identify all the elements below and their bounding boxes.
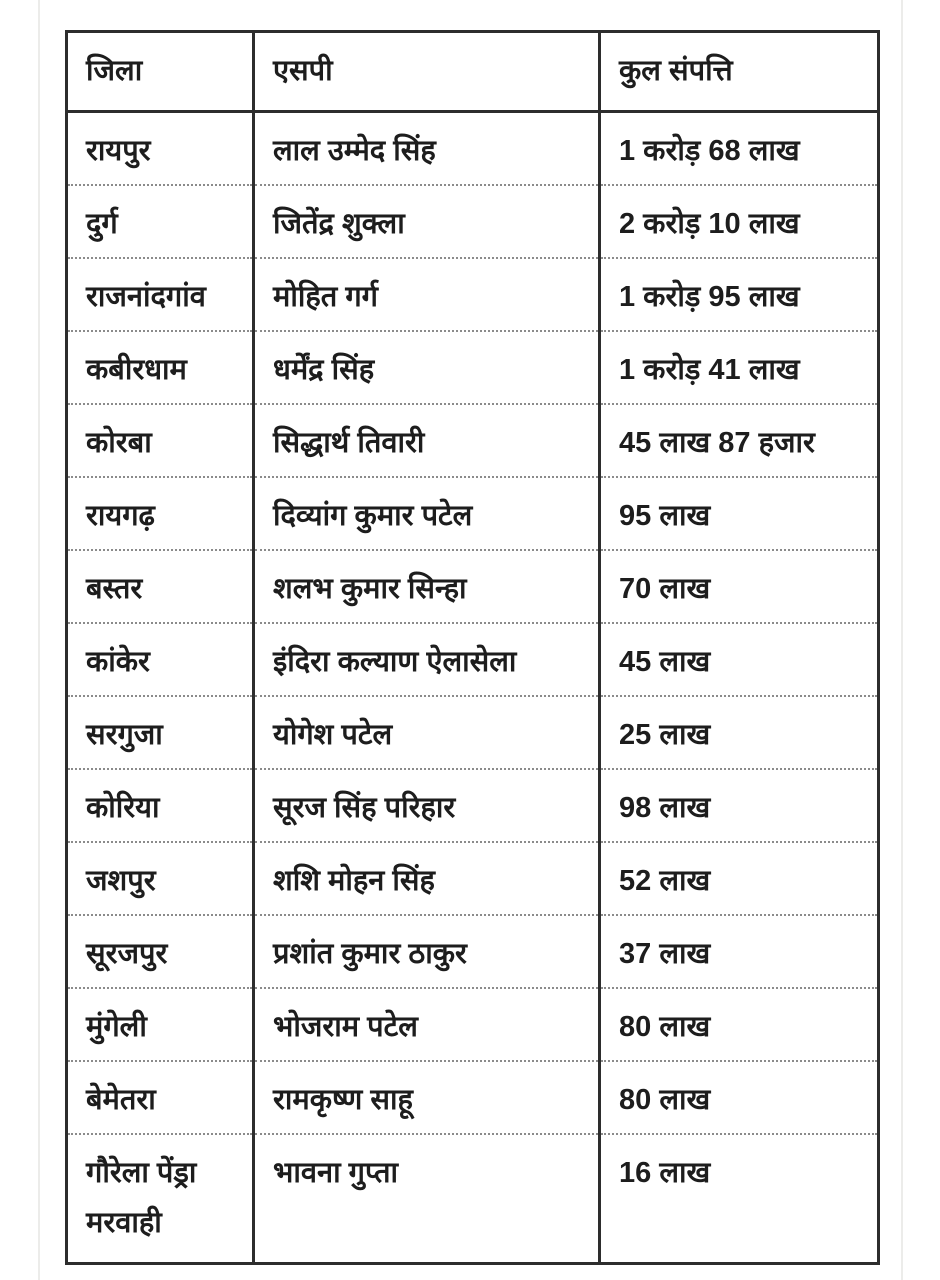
sp-cell: दिव्यांग कुमार पटेल — [254, 477, 600, 550]
district-cell: कबीरधाम — [67, 331, 254, 404]
table-row — [67, 915, 879, 988]
assets-cell: 52 लाख — [600, 842, 879, 915]
assets-cell: 16 लाख — [600, 1134, 879, 1264]
district-cell: मुंगेली — [67, 988, 254, 1061]
district-cell: सरगुजा — [67, 696, 254, 769]
table-row — [67, 842, 879, 915]
table-row — [67, 550, 879, 623]
left-page-edge-line — [38, 0, 40, 1280]
table-row — [67, 185, 879, 258]
sp-cell: रामकृष्ण साहू — [254, 1061, 600, 1134]
right-page-edge-line — [901, 0, 903, 1280]
sp-cell: प्रशांत कुमार ठाकुर — [254, 915, 600, 988]
district-cell: बस्तर — [67, 550, 254, 623]
assets-cell: 70 लाख — [600, 550, 879, 623]
table-row — [67, 258, 879, 331]
assets-cell: 45 लाख — [600, 623, 879, 696]
sp-cell: सिद्धार्थ तिवारी — [254, 404, 600, 477]
sp-cell: लाल उम्मेद सिंह — [254, 112, 600, 185]
table-row — [67, 1134, 879, 1264]
sp-cell: इंदिरा कल्याण ऐलासेला — [254, 623, 600, 696]
sp-cell: भावना गुप्ता — [254, 1134, 600, 1264]
sp-cell: धर्मेंद्र सिंह — [254, 331, 600, 404]
table-row — [67, 112, 879, 185]
district-cell: कांकेर — [67, 623, 254, 696]
assets-cell: 98 लाख — [600, 769, 879, 842]
header-row — [67, 32, 879, 112]
table-row — [67, 404, 879, 477]
district-column-header: जिला — [67, 32, 254, 112]
assets-cell: 80 लाख — [600, 1061, 879, 1134]
sp-column-header: एसपी — [254, 32, 600, 112]
district-cell: गौरेला पेंड्रा मरवाही — [67, 1134, 254, 1264]
district-cell: दुर्ग — [67, 185, 254, 258]
assets-cell: 1 करोड़ 68 लाख — [600, 112, 879, 185]
assets-cell: 1 करोड़ 41 लाख — [600, 331, 879, 404]
table-row — [67, 623, 879, 696]
district-cell: कोरिया — [67, 769, 254, 842]
table-row — [67, 988, 879, 1061]
table-row — [67, 1061, 879, 1134]
district-cell: कोरबा — [67, 404, 254, 477]
assets-cell: 80 लाख — [600, 988, 879, 1061]
district-cell: रायगढ़ — [67, 477, 254, 550]
assets-cell: 45 लाख 87 हजार — [600, 404, 879, 477]
sp-cell: शलभ कुमार सिन्हा — [254, 550, 600, 623]
table-row — [67, 769, 879, 842]
district-cell: सूरजपुर — [67, 915, 254, 988]
sp-assets-table — [65, 30, 880, 1265]
sp-cell: योगेश पटेल — [254, 696, 600, 769]
sp-cell: शशि मोहन सिंह — [254, 842, 600, 915]
table-row — [67, 331, 879, 404]
district-cell: जशपुर — [67, 842, 254, 915]
sp-cell: भोजराम पटेल — [254, 988, 600, 1061]
table-row — [67, 696, 879, 769]
assets-column-header: कुल संपत्ति — [600, 32, 879, 112]
district-cell: राजनांदगांव — [67, 258, 254, 331]
assets-cell: 2 करोड़ 10 लाख — [600, 185, 879, 258]
sp-cell: मोहित गर्ग — [254, 258, 600, 331]
table-body — [67, 112, 879, 1264]
assets-cell: 37 लाख — [600, 915, 879, 988]
assets-cell: 25 लाख — [600, 696, 879, 769]
table-header — [67, 32, 879, 112]
district-cell: बेमेतरा — [67, 1061, 254, 1134]
assets-cell: 1 करोड़ 95 लाख — [600, 258, 879, 331]
assets-cell: 95 लाख — [600, 477, 879, 550]
district-cell: रायपुर — [86, 135, 151, 167]
sp-cell: सूरज सिंह परिहार — [254, 769, 600, 842]
sp-cell: जितेंद्र शुक्ला — [254, 185, 600, 258]
table-row — [67, 477, 879, 550]
